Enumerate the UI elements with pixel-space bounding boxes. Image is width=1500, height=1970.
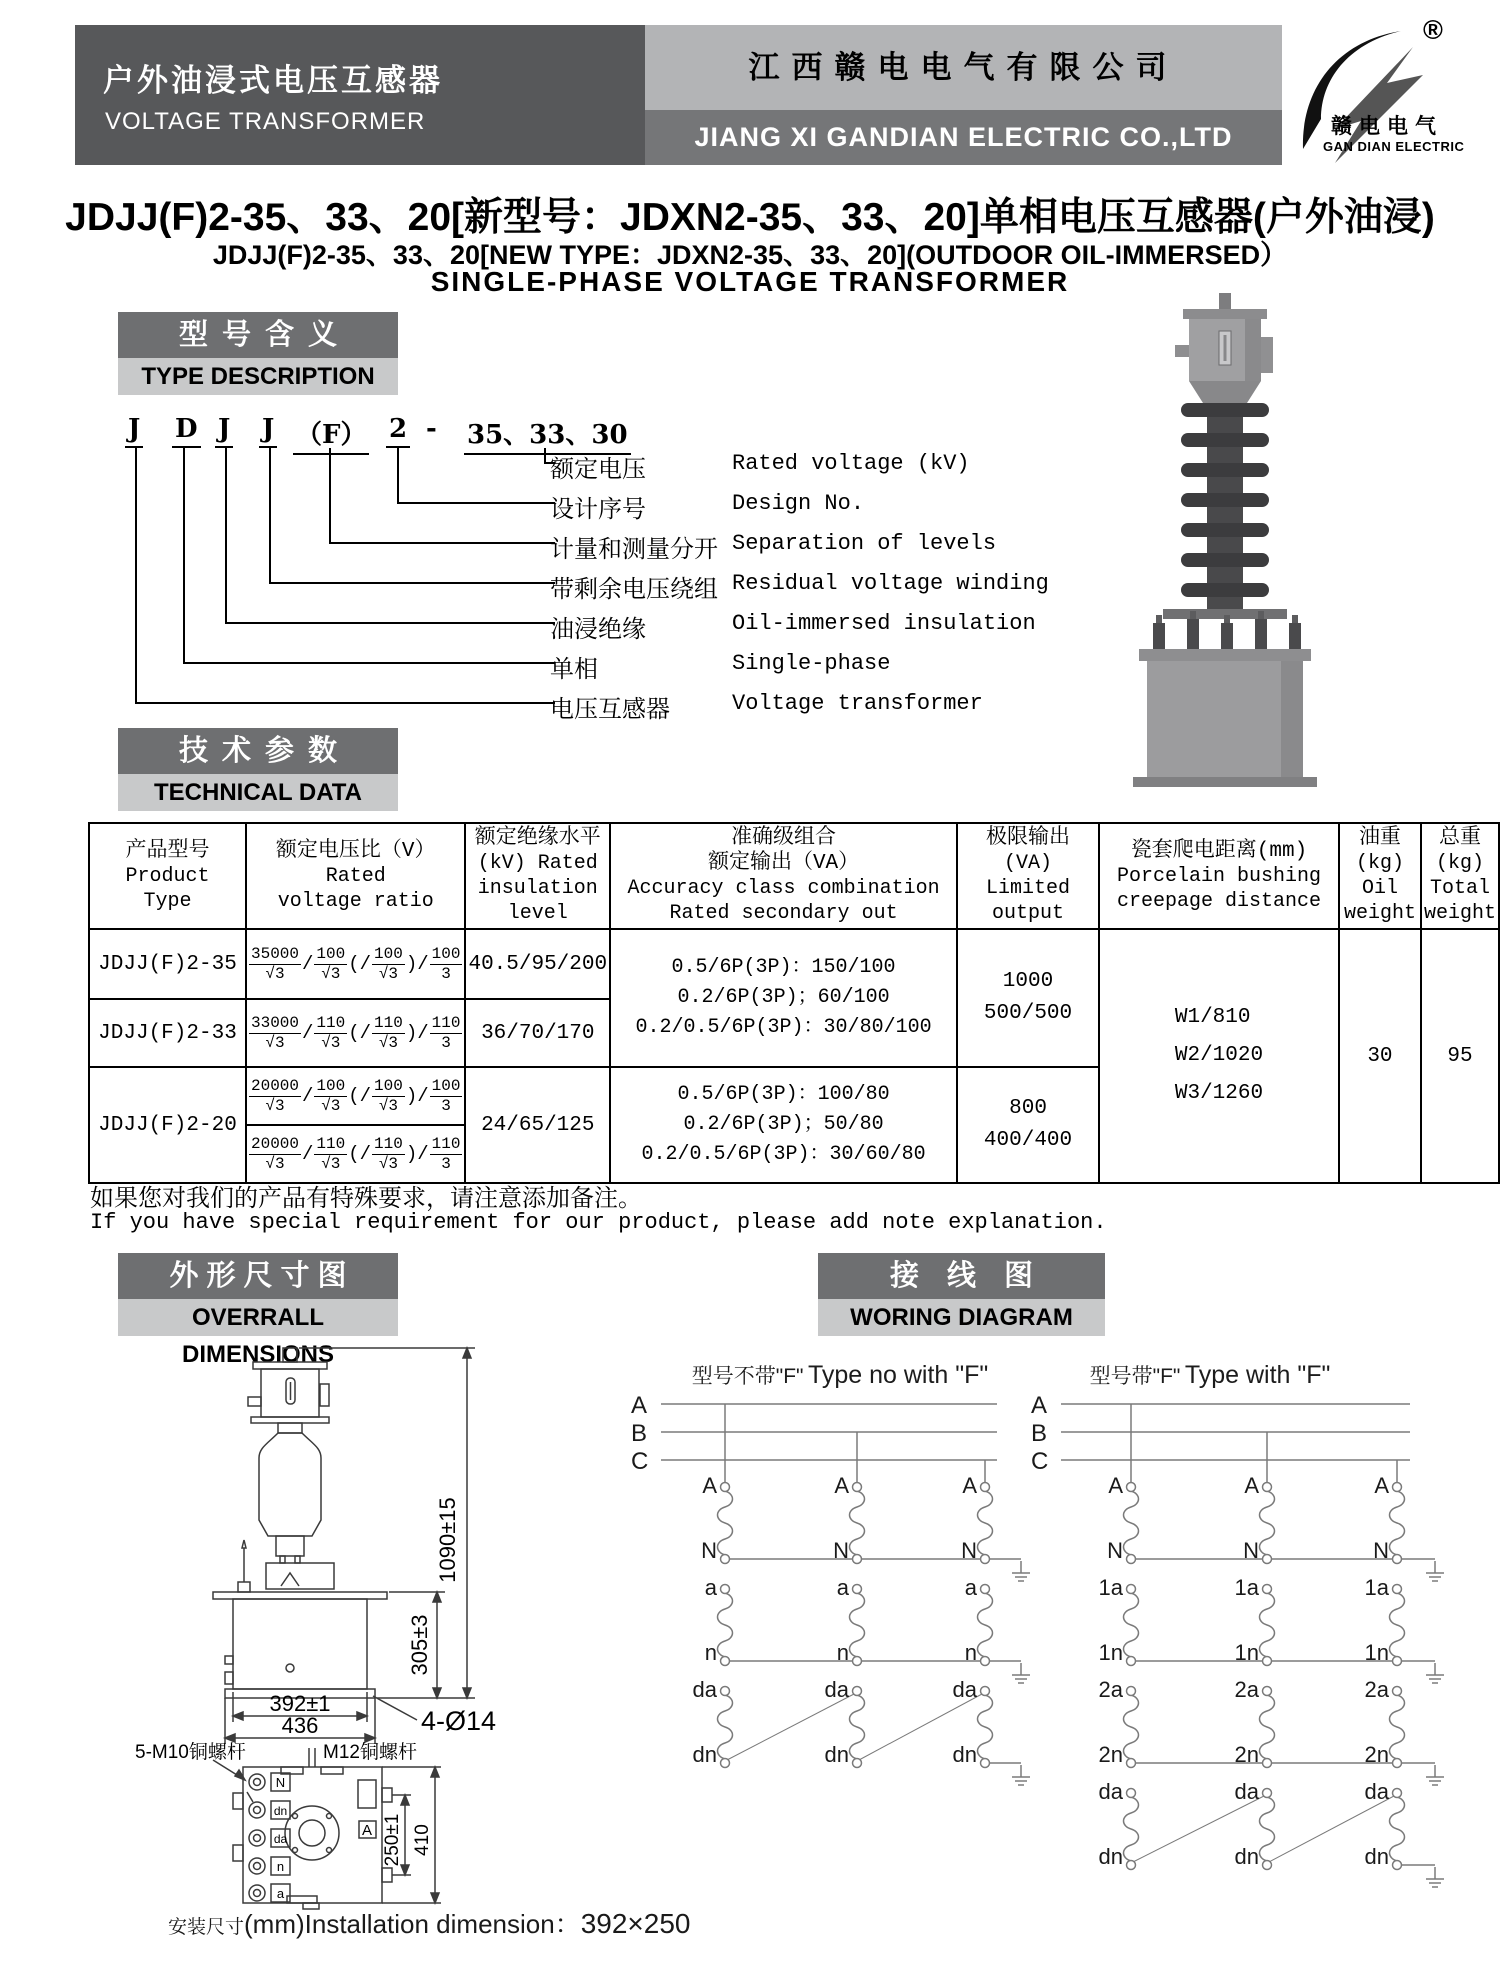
winding-terminal: 2a	[1234, 1677, 1259, 1702]
dim-holes: 4-Ø14	[421, 1706, 497, 1736]
winding-terminal: da	[692, 1677, 717, 1702]
wiring-right-title-cn: 型号带"F"	[1089, 1365, 1181, 1388]
code-char: 35、33、30	[464, 414, 631, 455]
wiring-diagram-with-f	[1025, 1392, 1465, 1952]
meaning-en: Residual voltage winding	[732, 571, 1049, 596]
section-title-en: TECHNICAL DATA	[118, 774, 398, 811]
winding-terminal: N	[1107, 1538, 1123, 1563]
code-char: D	[172, 414, 201, 448]
meaning-cn: 油浸绝缘	[550, 615, 646, 643]
registered-mark: ®	[1423, 15, 1443, 45]
winding-terminal: N	[1373, 1538, 1389, 1563]
winding-terminal: A	[1374, 1473, 1389, 1498]
cell-insulation: 36/70/170	[465, 999, 610, 1067]
code-char: -	[426, 414, 437, 444]
meaning-cn: 额定电压	[550, 455, 646, 483]
winding-terminal: N	[961, 1538, 977, 1563]
caption-cn: 安装尺寸	[168, 1917, 245, 1938]
winding-terminal: n	[964, 1640, 977, 1665]
type-code-connector-lines	[95, 448, 565, 718]
code-char: J	[215, 414, 233, 448]
cell-limited-output: 800 400/400	[957, 1067, 1099, 1183]
winding-terminal: da	[824, 1677, 849, 1702]
meaning-cn: 电压互感器	[550, 695, 670, 723]
winding-terminal: da	[952, 1677, 977, 1702]
winding-terminal: n	[836, 1640, 849, 1665]
note-cn: 如果您对我们的产品有特殊要求，请注意添加备注。	[90, 1184, 642, 1212]
phase-label: A	[631, 1392, 648, 1419]
label-bolts-m10: 5-M10铜螺杆	[135, 1742, 246, 1763]
winding-terminal: 2a	[1364, 1677, 1389, 1702]
col-header-accuracy-class: 准确级组合 额定输出（VA） Accuracy class combination Rated secondary out	[610, 823, 957, 929]
winding-terminal: 1a	[1098, 1575, 1123, 1600]
section-type-description	[118, 312, 398, 395]
winding-terminal: dn	[824, 1742, 849, 1767]
cell-accuracy: 0.5/6P(3P)：100/80 0.2/6P(3P)；50/80 0.2/0.5/6P(3P)：30/60/80	[610, 1067, 957, 1183]
cell-limited-output: 1000 500/500	[957, 929, 1099, 1067]
wiring-right-title	[1040, 1360, 1380, 1390]
caption-en: (mm)Installation dimension：	[244, 1909, 581, 1939]
meaning-en: Single-phase	[732, 651, 891, 676]
code-char: J	[125, 414, 143, 448]
section-overall-dimensions	[118, 1253, 398, 1368]
phase-label: B	[1031, 1420, 1048, 1447]
caption-value: 392×250	[580, 1908, 691, 1939]
col-header-product-type: 产品型号 Product Type	[89, 823, 246, 929]
section-title-cn: 外形尺寸图	[118, 1253, 398, 1299]
cell-creepage: W1/810 W2/1020 W3/1260	[1099, 929, 1339, 1183]
winding-terminal: 2a	[1098, 1677, 1123, 1702]
logo-name-cn: 赣电电气	[1331, 115, 1443, 138]
dim-tank-height: 305±3	[407, 1614, 432, 1676]
wiring-right-title-en: Type with "F"	[1184, 1361, 1331, 1389]
winding-terminal: 1a	[1364, 1575, 1389, 1600]
cell-total-weight: 95	[1421, 929, 1499, 1183]
table-row	[89, 929, 1499, 999]
installation-dimension-caption	[168, 1904, 690, 1941]
wiring-left-title-cn: 型号不带"F"	[691, 1365, 804, 1388]
dim-width-inner: 392±1	[269, 1691, 331, 1716]
ground-icon	[1426, 1765, 1444, 1785]
winding-terminal: dn	[1098, 1844, 1123, 1869]
page-subtitle-en: JDJJ(F)2-35、33、20[NEW TYPE：JDXN2-35、33、20](OUTDOOR OIL-IMMERSED）	[212, 240, 1288, 270]
terminal-label: dn	[273, 1804, 288, 1818]
wiring-left-title-en: Type no with "F"	[807, 1361, 989, 1389]
cell-insulation: 24/65/125	[465, 1067, 610, 1183]
table-header-row	[89, 823, 1499, 929]
winding-terminal: N	[1243, 1538, 1259, 1563]
terminal-label: a	[276, 1886, 285, 1901]
company-name-cn: 江西赣电电气有限公司	[645, 25, 1282, 110]
code-char: 2	[386, 414, 410, 448]
ground-icon	[1426, 1867, 1444, 1887]
cell-accuracy: 0.5/6P(3P)：150/100 0.2/6P(3P)；60/100 0.2/0.5/6P(3P)：30/80/100	[610, 929, 957, 1067]
meaning-en: Separation of levels	[732, 531, 997, 556]
meaning-en: Voltage transformer	[732, 691, 983, 716]
winding-terminal: A	[702, 1473, 717, 1498]
winding-terminal: n	[704, 1640, 717, 1665]
winding-terminal: 1n	[1098, 1640, 1123, 1665]
section-title-en: WORING DIAGRAM	[818, 1299, 1105, 1336]
col-header-oil-weight: 油重 (kg) Oil weight	[1339, 823, 1421, 929]
note-en: If you have special requirement for our product, please add note explanation.	[90, 1210, 1107, 1235]
meaning-en: Design No.	[732, 491, 865, 516]
col-header-total-weight: 总重 (kg) Total weight	[1421, 823, 1499, 929]
label-bolt-m12: M12铜螺杆	[323, 1742, 417, 1763]
winding-terminal: dn	[1234, 1844, 1259, 1869]
terminal-label: da	[273, 1832, 288, 1846]
col-header-insulation-level: 额定绝缘水平 (kV) Rated insulation level	[465, 823, 610, 929]
winding-terminal: A	[1244, 1473, 1259, 1498]
winding-terminal: N	[833, 1538, 849, 1563]
phase-label: C	[1031, 1448, 1049, 1475]
section-title-en: OVERRALL DIMENSIONS	[118, 1299, 398, 1336]
winding-terminal: A	[1108, 1473, 1123, 1498]
meaning-cn: 带剩余电压绕组	[550, 575, 718, 603]
phase-label: C	[631, 1448, 649, 1475]
winding-terminal: 2n	[1234, 1742, 1259, 1767]
col-header-creepage: 瓷套爬电距离(mm) Porcelain bushing creepage distance	[1099, 823, 1339, 929]
dim-total-height: 1090±15	[435, 1497, 460, 1583]
cell-type: JDJJ(F)2-20	[89, 1067, 246, 1183]
mark-a-label: A	[361, 1822, 373, 1839]
technical-data-table	[88, 822, 1500, 1184]
winding-terminal: 1n	[1364, 1640, 1389, 1665]
dim-410: 410	[412, 1824, 433, 1856]
ground-icon	[1426, 1561, 1444, 1581]
winding-terminal: 1a	[1234, 1575, 1259, 1600]
winding-terminal: 1n	[1234, 1640, 1259, 1665]
meaning-en: Oil-immersed insulation	[732, 611, 1036, 636]
cell-ratio: $\frac{33000}{√3}$ / $\frac{110}{√3}$ (/ $\frac{110}{√3}$ )/ $\frac{110}{3}$	[246, 999, 465, 1067]
code-char: （F）	[293, 414, 369, 455]
cell-type: JDJJ(F)2-33	[89, 999, 246, 1067]
cell-oil-weight: 30	[1339, 929, 1421, 1183]
logo-name-en: GAN DIAN ELECTRIC	[1323, 139, 1465, 154]
cell-ratio: $\frac{20000}{√3}$ / $\frac{100}{√3}$ (/ $\frac{100}{√3}$ )/ $\frac{100}{3}$	[246, 1067, 465, 1125]
phase-label: A	[1031, 1392, 1048, 1419]
code-char: J	[259, 414, 277, 448]
col-header-voltage-ratio: 额定电压比（V） Rated voltage ratio	[246, 823, 465, 929]
winding-terminal: a	[836, 1575, 849, 1600]
page-subtitle-en2: SINGLE-PHASE VOLTAGE TRANSFORMER	[430, 266, 1070, 297]
product-photo	[1095, 285, 1405, 795]
terminal-label: N	[275, 1775, 286, 1790]
terminal-label: n	[276, 1859, 285, 1874]
cell-ratio: $\frac{20000}{√3}$ / $\frac{110}{√3}$ (/ $\frac{110}{√3}$ )/ $\frac{110}{3}$	[246, 1125, 465, 1183]
winding-terminal: dn	[1364, 1844, 1389, 1869]
header-company-banner	[645, 25, 1282, 165]
winding-terminal: A	[834, 1473, 849, 1498]
product-banner-en: VOLTAGE TRANSFORMER	[105, 108, 426, 135]
cell-insulation: 40.5/95/200	[465, 929, 610, 999]
cell-type: JDJJ(F)2-35	[89, 929, 246, 999]
winding-terminal: da	[1098, 1779, 1123, 1804]
meaning-cn: 设计序号	[550, 495, 646, 523]
wiring-left-title	[640, 1360, 1040, 1390]
header-product-banner	[75, 25, 645, 165]
meaning-cn: 计量和测量分开	[550, 535, 718, 563]
winding-terminal: da	[1364, 1779, 1389, 1804]
col-header-limited-output: 极限输出 (VA) Limited output	[957, 823, 1099, 929]
section-title-en: TYPE DESCRIPTION	[118, 358, 398, 395]
winding-terminal: a	[704, 1575, 717, 1600]
winding-terminal: 2n	[1098, 1742, 1123, 1767]
section-title-cn: 型号含义	[118, 312, 398, 358]
winding-terminal: a	[964, 1575, 977, 1600]
company-logo	[1295, 15, 1495, 165]
winding-terminal: 2n	[1364, 1742, 1389, 1767]
winding-terminal: da	[1234, 1779, 1259, 1804]
meaning-cn: 单相	[550, 655, 598, 683]
winding-terminal: dn	[952, 1742, 977, 1767]
page-title: JDJJ(F)2-35、33、20[新型号：JDXN2-35、33、20]单相电压互感器(户外油浸)	[65, 196, 1435, 239]
dim-width-outer: 436	[281, 1713, 319, 1738]
dim-250: 250±1	[382, 1813, 403, 1867]
phase-label: B	[631, 1420, 648, 1447]
ground-icon	[1426, 1663, 1444, 1683]
winding-terminal: N	[701, 1538, 717, 1563]
winding-terminal: A	[962, 1473, 977, 1498]
product-banner-cn: 户外油浸式电压互感器	[103, 63, 443, 98]
wiring-diagram-no-f	[625, 1392, 1048, 1822]
section-title-cn: 接线图	[818, 1253, 1105, 1299]
meaning-en: Rated voltage (kV)	[732, 451, 970, 476]
cell-ratio: $\frac{35000}{√3}$ / $\frac{100}{√3}$ (/ $\frac{100}{√3}$ )/ $\frac{100}{3}$	[246, 929, 465, 999]
dimensions-drawing	[115, 1340, 585, 1940]
section-wiring-diagram	[818, 1253, 1105, 1336]
section-title-cn: 技术参数	[118, 728, 398, 774]
winding-terminal: dn	[692, 1742, 717, 1767]
section-technical-data	[118, 728, 398, 811]
company-name-en: JIANG XI GANDIAN ELECTRIC CO.,LTD	[645, 110, 1282, 165]
